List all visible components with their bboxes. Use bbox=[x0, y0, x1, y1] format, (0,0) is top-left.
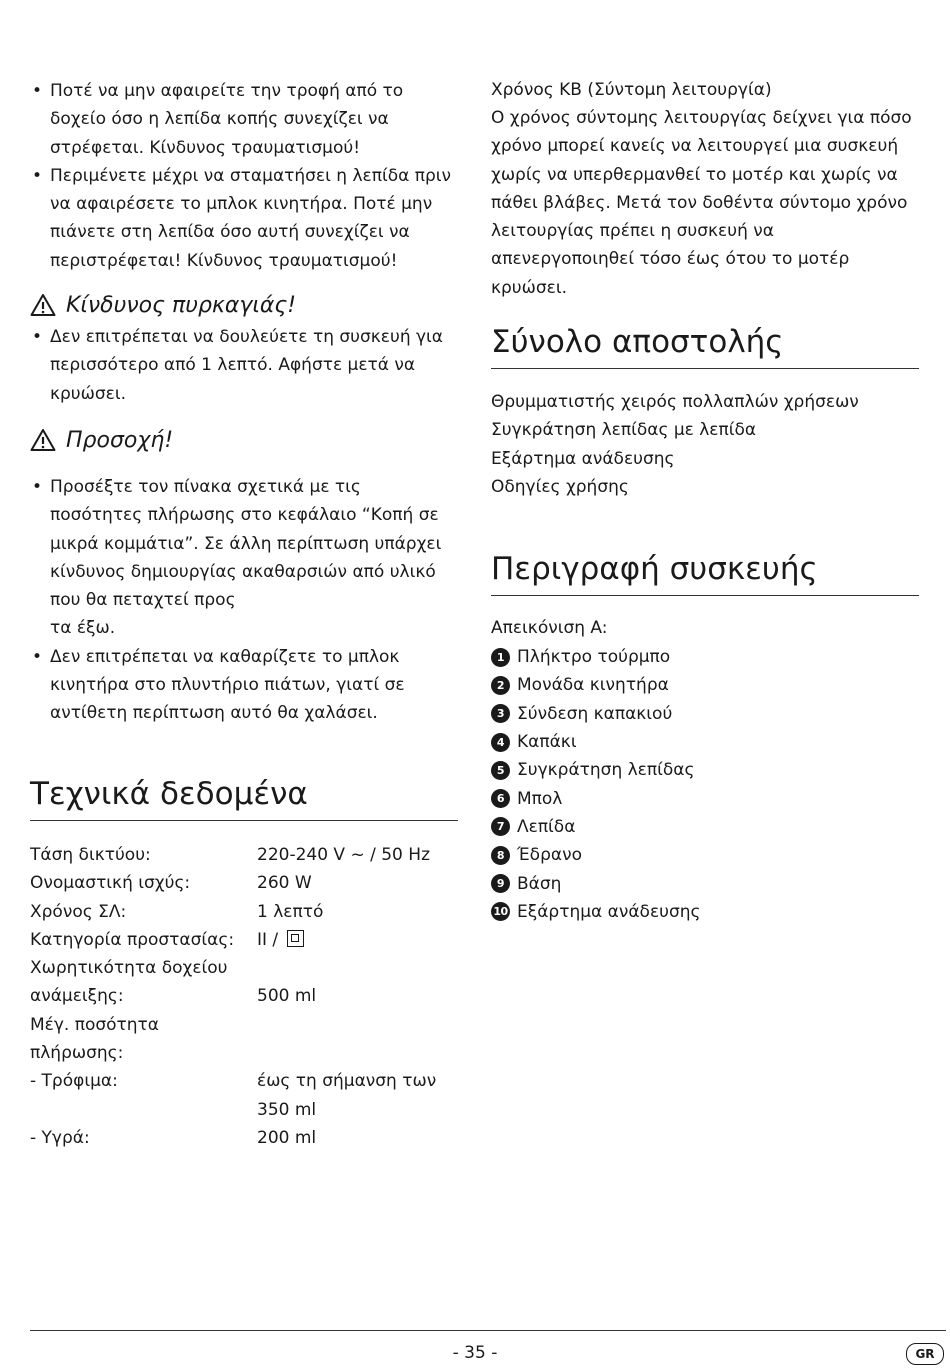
tech-data-heading: Τεχνικά δεδομένα bbox=[30, 774, 458, 821]
part-item bbox=[491, 671, 919, 699]
spec-value bbox=[257, 954, 458, 982]
spec-value: 350 ml bbox=[257, 1099, 317, 1120]
spec-label: ανάμειξης: bbox=[30, 986, 124, 1007]
part-item bbox=[491, 869, 919, 897]
spec-row bbox=[30, 869, 458, 897]
spec-row bbox=[30, 841, 458, 869]
number-9-badge: 9 bbox=[491, 874, 510, 893]
number-5-badge: 5 bbox=[491, 761, 510, 780]
part-item bbox=[491, 784, 919, 812]
part-label: Πλήκτρο τούρμπο bbox=[517, 647, 671, 668]
spec-value: 200 ml bbox=[257, 1127, 317, 1148]
spec-value bbox=[257, 1011, 458, 1039]
part-label: Έδρανο bbox=[517, 845, 582, 866]
number-4-badge: 4 bbox=[491, 733, 510, 752]
spec-label: Χωρητικότητα δοχείου bbox=[30, 958, 228, 979]
part-label: Μονάδα κινητήρα bbox=[517, 675, 669, 696]
delivery-list bbox=[491, 388, 919, 501]
protection-class-text: II / bbox=[257, 929, 279, 950]
warning-triangle-icon bbox=[30, 293, 56, 317]
caution-bullets bbox=[30, 473, 458, 728]
spec-label: πλήρωσης: bbox=[30, 1043, 124, 1064]
part-item bbox=[491, 700, 919, 728]
spec-value bbox=[257, 926, 458, 954]
spec-row bbox=[30, 898, 458, 926]
spec-value: 1 λεπτό bbox=[257, 901, 324, 922]
fire-warning-title: Κίνδυνος πυρκαγιάς! bbox=[66, 292, 297, 318]
number-3-badge: 3 bbox=[491, 704, 510, 723]
delivery-heading: Σύνολο αποστολής bbox=[491, 322, 919, 369]
spec-label: - Τρόφιμα: bbox=[30, 1071, 118, 1092]
figure-label: Απεικόνιση A: bbox=[491, 618, 608, 638]
bullet-item: • Περιμένετε μέχρι να σταματήσει η λεπίδα πριν να αφαιρέσετε το μπλοκ κινητήρα. Ποτέ μην πιάνετε στη λεπίδα όσο αυτή συνεχίζει να περιστρέφεται! Κίνδυνος τραυματισμού! bbox=[30, 162, 458, 275]
spec-row bbox=[30, 1011, 458, 1039]
bullet-item: • Δεν επιτρέπεται να δουλεύετε τη συσκευή για περισσότερο από 1 λεπτό. Αφήστε μετά να κρυώσει. bbox=[30, 323, 458, 408]
bullet-item: • Ποτέ να μην αφαιρείτε την τροφή από το δοχείο όσο η λεπίδα κοπής συνεχίζει να στρέφεται. Κίνδυνος τραυματισμού! bbox=[30, 77, 458, 162]
kb-time-text: Ο χρόνος σύντομης λειτουργίας δείχνει για πόσο χρόνο μπορεί κανείς να λειτουργεί μια συσκευή χωρίς να υπερθερμανθεί το μοτέρ και χωρίς να πάθει βλάβες. Μετά τον δοθέντα σύντομο χρόνο λειτουργίας πρέπει η συσκευή να απενεργοποιηθεί τόσο έως ότου το μοτέρ κρυώσει. bbox=[491, 108, 912, 298]
spec-label: Τάση δικτύου: bbox=[30, 845, 151, 865]
footer-divider bbox=[30, 1330, 946, 1331]
spec-row bbox=[30, 1039, 458, 1067]
part-item bbox=[491, 756, 919, 784]
part-label: Εξάρτημα ανάδευσης bbox=[517, 901, 701, 922]
part-label: Σύνδεση καπακιού bbox=[517, 703, 673, 724]
delivery-item: Συγκράτηση λεπίδας με λεπίδα bbox=[491, 420, 757, 441]
spec-value bbox=[257, 1039, 458, 1067]
spec-row bbox=[30, 954, 458, 982]
delivery-item: Εξάρτημα ανάδευσης bbox=[491, 448, 675, 469]
spec-value: 220-240 V ~ / 50 Hz bbox=[257, 845, 430, 865]
spec-row bbox=[30, 1124, 458, 1152]
part-label: Μπολ bbox=[517, 788, 563, 809]
part-item bbox=[491, 643, 919, 671]
protection-class-ii-icon bbox=[287, 930, 304, 947]
bullet-item bbox=[30, 473, 458, 643]
part-item bbox=[491, 728, 919, 756]
number-8-badge: 8 bbox=[491, 846, 510, 865]
number-10-badge: 10 bbox=[491, 902, 510, 921]
spec-label: Ονομαστική ισχύς: bbox=[30, 873, 191, 894]
part-label: Καπάκι bbox=[517, 732, 577, 753]
spec-label: Χρόνος ΣΛ: bbox=[30, 901, 127, 922]
spec-row bbox=[30, 926, 458, 954]
spec-label bbox=[30, 1096, 257, 1124]
part-item bbox=[491, 813, 919, 841]
part-label: Λεπίδα bbox=[517, 816, 576, 837]
spec-value: έως τη σήμανση των bbox=[257, 1071, 437, 1092]
number-6-badge: 6 bbox=[491, 789, 510, 808]
delivery-item: Θρυμματιστής χειρός πολλαπλών χρήσεων bbox=[491, 392, 859, 412]
spec-label: Κατηγορία προστασίας: bbox=[30, 929, 235, 950]
bullet-text-tail: τα έξω. bbox=[50, 618, 116, 639]
caution-heading bbox=[30, 425, 458, 455]
country-code-badge: GR bbox=[906, 1343, 944, 1365]
spec-value: 500 ml bbox=[257, 986, 317, 1007]
spec-label: Μέγ. ποσότητα bbox=[30, 1014, 159, 1035]
device-description-heading: Περιγραφή συσκευής bbox=[491, 549, 919, 596]
kb-time-title: Χρόνος KB (Σύντομη λειτουργία) bbox=[491, 80, 772, 100]
spec-label: - Υγρά: bbox=[30, 1127, 90, 1148]
number-7-badge: 7 bbox=[491, 817, 510, 836]
spec-table bbox=[30, 841, 458, 1152]
bullet-item: • Δεν επιτρέπεται να καθαρίζετε το μπλοκ κινητήρα στο πλυντήριο πιάτων, γιατί σε αντίθετη περίπτωση αυτό θα χαλάσει. bbox=[30, 643, 458, 728]
number-1-badge: 1 bbox=[491, 648, 510, 667]
fire-bullets bbox=[30, 323, 458, 408]
spec-row bbox=[30, 982, 458, 1010]
warning-triangle-icon bbox=[30, 428, 56, 452]
delivery-item: Οδηγίες χρήσης bbox=[491, 476, 629, 497]
part-item bbox=[491, 841, 919, 869]
part-item bbox=[491, 898, 919, 926]
safety-bullets bbox=[30, 77, 458, 275]
spec-row bbox=[30, 1067, 458, 1095]
caution-title: Προσοχή! bbox=[66, 427, 174, 453]
spec-row bbox=[30, 1096, 458, 1124]
number-2-badge: 2 bbox=[491, 676, 510, 695]
fire-warning-heading bbox=[30, 290, 458, 320]
spec-value: 260 W bbox=[257, 873, 312, 894]
part-label: Βάση bbox=[517, 873, 562, 894]
page-number: - 35 - bbox=[452, 1343, 498, 1363]
part-label: Συγκράτηση λεπίδας bbox=[517, 760, 695, 781]
bullet-text: Προσέξτε τον πίνακα σχετικά με τις ποσότητες πλήρωσης στο κεφάλαιο “Κοπή σε μικρά κομμάτια”. Σε άλλη περίπτωση υπάρχει κίνδυνος δημιουργίας ακαθαρσιών από υλικό που θα πεταχτεί προς bbox=[50, 477, 442, 611]
parts-list bbox=[491, 643, 919, 926]
